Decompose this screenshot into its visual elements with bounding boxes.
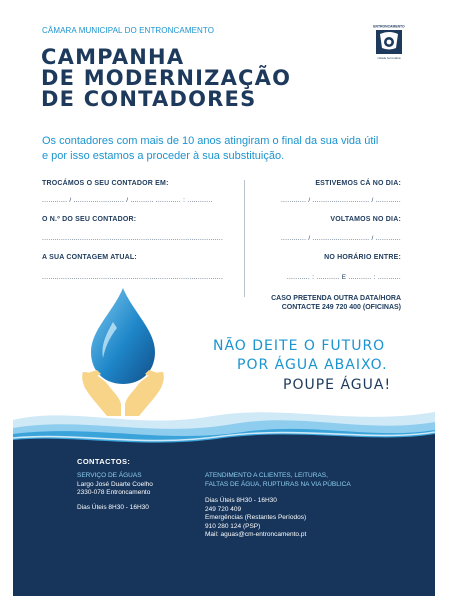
emergency-phone[interactable]: 910 280 124 (PSP) xyxy=(205,522,261,530)
campaign-title xyxy=(41,47,291,110)
field-visited-on[interactable]: ............ / ........................... / ............ xyxy=(280,197,401,204)
municipality-name: CÂMARA MUNICIPAL DO ENTRONCAMENTO xyxy=(42,26,215,35)
note-line-2: CONTACTE 249 720 400 (OFICINAS) xyxy=(281,304,401,311)
label-meter-number: O N.º DO SEU CONTADOR: xyxy=(42,216,137,223)
field-replaced-on[interactable]: ............ / ........................ / ........... ............ : ............ xyxy=(42,197,213,204)
contacts-left xyxy=(77,472,153,512)
slogan-line-2: POR ÁGUA ABAIXO. xyxy=(237,357,388,373)
label-replaced-on: TROCÁMOS O SEU CONTADOR EM: xyxy=(42,180,169,187)
title-line-1: CAMPANHA xyxy=(41,45,185,69)
office-hours-right: Dias Úteis 8H30 - 16H30 xyxy=(205,497,277,504)
address-line-2: 2330-078 Entroncamento xyxy=(77,489,151,496)
slogan-line-1: NÃO DEITE O FUTURO xyxy=(213,338,386,354)
address-line-1: Largo José Duarte Coelho xyxy=(77,480,153,488)
service-heading-1: ATENDIMENTO A CLIENTES, LEITURAS, xyxy=(205,472,328,479)
service-heading-2: FALTAS DE ÁGUA, RUPTURAS NA VIA PÚBLICA xyxy=(205,480,351,488)
contacts-title: CONTACTOS: xyxy=(77,457,131,466)
email-link[interactable]: Mail: aguas@cm-entroncamento.pt xyxy=(205,531,307,538)
subtitle-line-1: Os contadores com mais de 10 anos atingiram o final da sua vida útil xyxy=(42,135,379,147)
water-drop-icon xyxy=(91,288,155,384)
svg-text:cidade ferroviária: cidade ferroviária xyxy=(377,56,401,60)
title-line-2: DE MODERNIZAÇÃO xyxy=(41,66,292,90)
label-visited-on: ESTIVEMOS CÁ NO DIA: xyxy=(315,180,401,187)
field-return-day[interactable]: ............ / ........................... / ............ xyxy=(280,235,401,242)
label-time-window: NO HORÁRIO ENTRE: xyxy=(324,254,401,261)
entroncamento-logo xyxy=(370,24,408,62)
poster xyxy=(13,20,435,596)
subtitle-line-2: e por isso estamos a proceder à sua substituição. xyxy=(42,150,285,162)
field-current-reading[interactable]: ...................................................................................... xyxy=(42,274,224,281)
service-name: SERVIÇO DE ÁGUAS xyxy=(77,472,142,479)
title-line-3: DE CONTADORES xyxy=(41,87,257,111)
slogan-line-3: POUPE ÁGUA! xyxy=(283,377,392,393)
label-return-day: VOLTAMOS NO DIA: xyxy=(330,216,401,223)
field-time-window[interactable]: ........... : ........... E ........... : ........... xyxy=(286,274,401,281)
form-divider xyxy=(244,180,245,297)
contacts-right xyxy=(205,472,351,540)
note-line-1: CASO PRETENDA OUTRA DATA/HORA xyxy=(271,295,401,302)
water-illustration xyxy=(13,288,435,596)
field-meter-number[interactable]: ...................................................................................... xyxy=(42,235,224,242)
campaign-subtitle xyxy=(42,134,422,164)
emergency-label: Emergências (Restantes Períodos) xyxy=(205,514,307,521)
phone-number[interactable]: 249 720 409 xyxy=(205,505,242,513)
svg-text:ENTRONCAMENTO: ENTRONCAMENTO xyxy=(373,24,405,29)
label-current-reading: A SUA CONTAGEM ATUAL: xyxy=(42,254,137,261)
office-hours-left: Dias Úteis 8H30 - 16H30 xyxy=(77,503,149,511)
